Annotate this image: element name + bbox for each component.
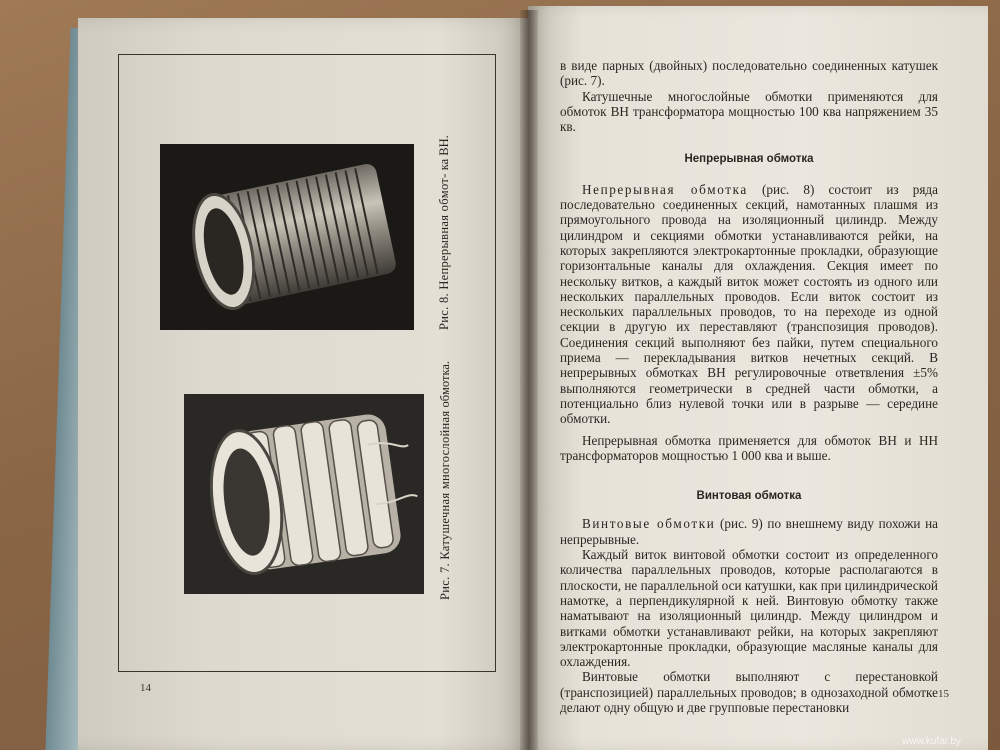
paragraph-7: Винтовые обмотки выполняют с перестановкой (транспозицией) параллельных проводов; в однозаходной обмотке делают одну общую и две групповые перестановки — [560, 669, 938, 715]
coil-illustration — [184, 394, 424, 594]
paragraph-3-body: (рис. 8) состоит из ряда последовательно соединенных секций, намотанных плашмя из прямоугольного провода на изоляционный цилиндр. Между цилиндром и секциями обмотки устанавливаются рейки, на которых закрепляются электрокартонные прокладки, образующие горизонтальные каналы для охлаждения. Секция имеет по нескольку витков, а каждый виток может состоять из одного или нескольких параллельных проводов. Если виток состоит из нескольких параллельных проводов, то на переходе из одной секции в другую их переставляют (транспозиция проводов). Соединения секций выполняют без пайки, путем специального приема — перекладывания витков нечетных секций. В непрерывных обмотках ВН регулировочные ответвления ±5% выполняются геометрически в средней части обмотки, а потенциально близ нулевой точки или в разрыве — середине обмотки. — [560, 181, 938, 427]
figure-7-photo — [184, 394, 424, 594]
left-page-number: 14 — [140, 682, 151, 694]
paragraph-4: Непрерывная обмотка применяется для обмоток ВН и НН трансформаторов мощностью 1 000 ква и выше. — [560, 432, 938, 463]
term-helical-winding: Винтовые обмотки — [582, 516, 716, 532]
watermark-text: www.kufar.by — [902, 736, 961, 747]
right-page-text — [560, 58, 938, 715]
paragraph-3 — [560, 182, 938, 427]
heading-helical-winding: Винтовая обмотка — [696, 490, 802, 503]
paragraph-2: Катушечные многослойные обмотки применяются для обмоток ВН трансформатора мощностью 100 ква напряжением 35 кв. — [560, 88, 938, 135]
right-page-number: 15 — [938, 688, 949, 700]
figure-8-photo — [160, 144, 414, 330]
figure-7-caption-line2: обмотка. — [438, 360, 452, 408]
paragraph-5-body: (рис. 9) по внешнему виду похожи на непрерывные. — [560, 516, 938, 547]
paragraph-5 — [560, 516, 938, 547]
figure-8-caption — [436, 135, 452, 330]
heading-continuous-winding: Непрерывная обмотка — [684, 153, 814, 166]
figure-8-caption-line1: Рис. 8. Непрерывная обмот- — [437, 173, 451, 330]
paragraph-6: Каждый виток винтовой обмотки состоит из определенного количества параллельных проводов, которые располагаются в плоскости, не параллельной оси катушки, как при цилиндрической намотке, а перпендикулярной к ней. Винтовую обмотку также наматывают на изоляционный цилиндр. Между цилиндром и витками обмотки устанавливают рейки, на которых закрепляют электрокартонные прокладки, образующие масляные каналы для охлаждения. — [560, 547, 938, 670]
book-gutter — [520, 10, 538, 750]
figure-7-caption-line1: Рис. 7. Катушечная многослойная — [438, 410, 452, 600]
winding-cylinder-illustration — [160, 144, 414, 330]
paragraph-1: в виде парных (двойных) последовательно соединенных катушек (рис. 7). — [560, 58, 938, 89]
term-continuous-winding: Непрерывная обмотка — [582, 181, 748, 197]
figure-7-caption — [437, 360, 453, 600]
figure-8-caption-line2: ка ВН. — [437, 135, 451, 171]
